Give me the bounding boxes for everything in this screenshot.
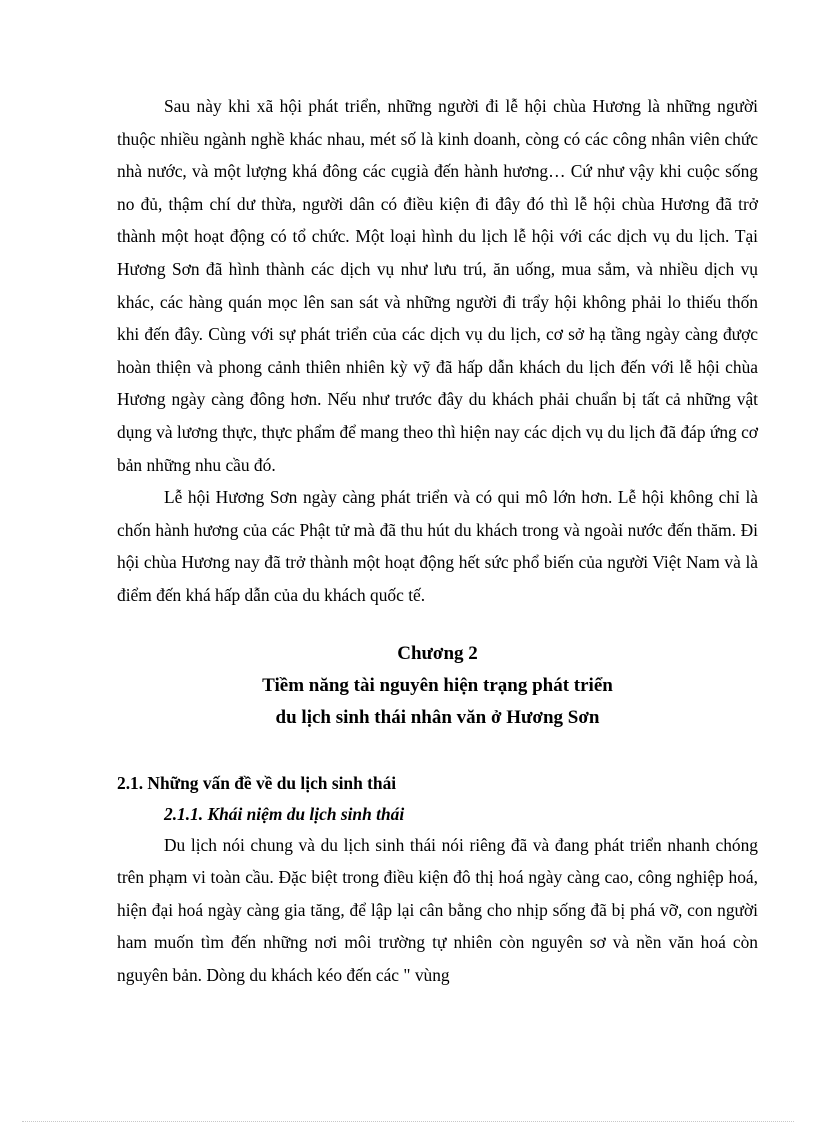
document-page [117,90,758,991]
chapter-title-line-1: Tiềm năng tài nguyên hiện trạng phát triển [262,674,613,696]
page-bottom-divider [22,1121,794,1122]
body-paragraph: Sau này khi xã hội phát triển, những người đi lễ hội chùa Hương là những người thuộc nhiều ngành nghề khác nhau, mét số là kinh doanh, còng có các công nhân viên chức nhà nước, và một lượng khá đông các cụgià đến hành hương… Cứ như vậy khi cuộc sống no đủ, thậm chí dư thừa, người dân có điều kiện đi đây đó thì lễ hội chùa Hương đã trở thành một hoạt động có tổ chức. Một loại hình du lịch lễ hội với các dịch vụ du lịch. Tại Hương Sơn đã hình thành các dịch vụ như lưu trú, ăn uống, mua sắm, và nhiều dịch vụ khác, các hàng quán mọc lên san sát và những người đi trẩy hội không phải lo thiếu thốn khi đến đây. Cùng với sự phát triển của các dịch vụ du lịch, cơ sở hạ tầng ngày càng được hoàn thiện và phong cảnh thiên nhiên kỳ vỹ đã hấp dẫn khách du lịch đến với lễ hội chùa Hương ngày càng đông hơn. Nếu như trước đây du khách phải chuẩn bị tất cả những vật dụng và lương thực, thực phẩm để mang theo thì hiện nay các dịch vụ du lịch đã đáp ứng cơ bản những nhu cầu đó. [117,96,758,475]
chapter-label: Chương 2 [397,642,478,664]
body-paragraph: Lễ hội Hương Sơn ngày càng phát triển và có qui mô lớn hơn. Lễ hội không chỉ là chốn hành hương của các Phật tử mà đã thu hút du khách trong và ngoài nước đến thăm. Đi hội chùa Hương nay đã trở thành một hoạt động hết sức phổ biến của người Việt Nam và là điểm đến khá hấp dẫn của du khách quốc tế. [117,487,758,605]
subsection-heading: 2.1.1. Khái niệm du lịch sinh thái [164,803,405,824]
body-paragraph: Du lịch nói chung và du lịch sinh thái nói riêng đã và đang phát triển nhanh chóng trên phạm vi toàn cầu. Đặc biệt trong điều kiện đô thị hoá ngày càng cao, công nghiệp hoá, hiện đại hoá ngày càng gia tăng, để lập lại cân bằng cho nhịp sống đã bị phá vỡ, con người ham muốn tìm đến những nơi môi trường tự nhiên còn nguyên sơ và nền văn hoá còn nguyên bản. Dòng du khách kéo đến các " vùng [117,834,758,985]
section-heading: 2.1. Những vấn đề về du lịch sinh thái [117,772,397,793]
chapter-title-line-2: du lịch sinh thái nhân văn ở Hương Sơn [275,706,600,728]
